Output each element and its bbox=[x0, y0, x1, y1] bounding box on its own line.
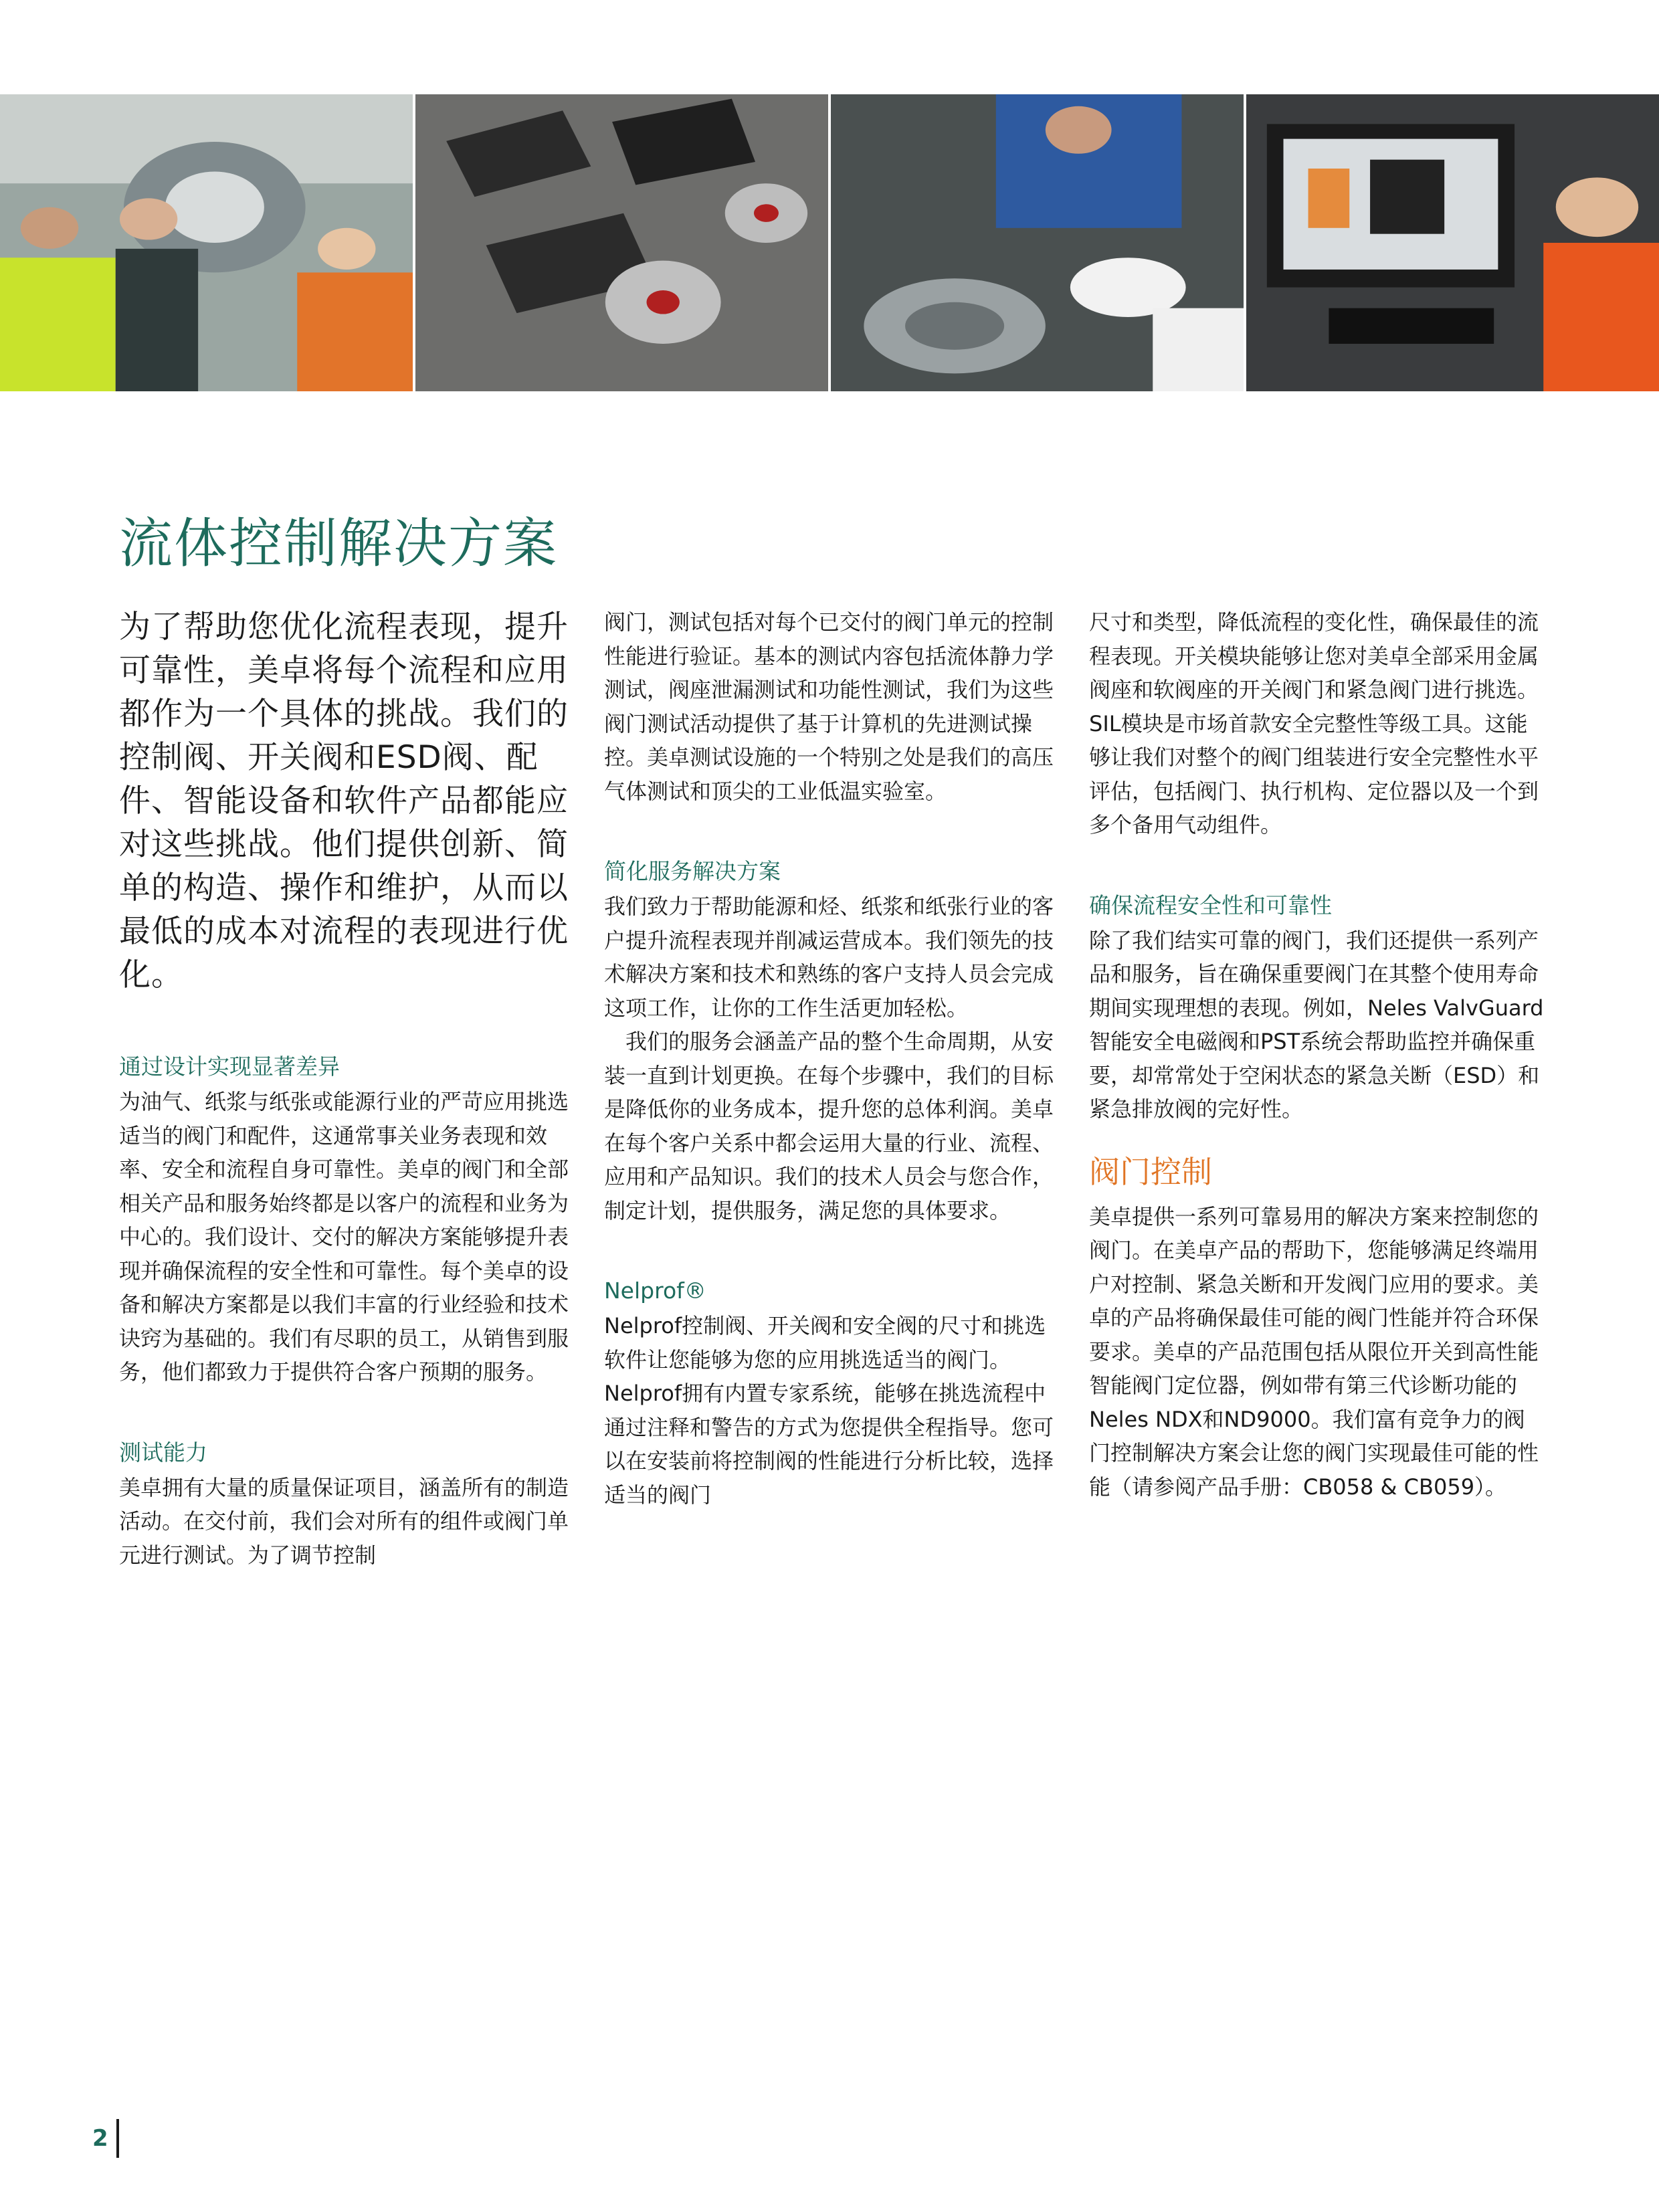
page-title: 流体控制解决方案 bbox=[119, 512, 558, 575]
column-2 bbox=[604, 605, 1059, 1512]
section-text-service-1: 我们致力于帮助能源和烃、纸浆和纸张行业的客户提升流程表现并削减运营成本。我们领先的技术解决方案和技术和熟练的客户支持人员会完成这项工作，让你的工作生活更加轻松。 bbox=[604, 894, 1054, 1021]
photo-lab-testing bbox=[831, 94, 1244, 391]
column-1 bbox=[119, 605, 574, 1572]
section-heading-service: 简化服务解决方案 bbox=[604, 858, 781, 884]
page-number: 2 bbox=[92, 2119, 119, 2158]
photo-valve-parts bbox=[415, 94, 828, 391]
section-text-nelprof: Nelprof控制阀、开关阀和安全阀的尺寸和挑选软件让您能够为您的应用挑选适当的阀门。Nelprof拥有内置专家系统，能够在挑选流程中通过注释和警告的方式为您提供全程指导。您可以在安装前将控制阀的性能进行分析比较，选择适当的阀门 bbox=[604, 1313, 1054, 1508]
photo-engineers-valve bbox=[0, 94, 413, 391]
section-heading-nelprof: Nelprof® bbox=[604, 1278, 706, 1304]
nelprof-continued-text: 尺寸和类型，降低流程的变化性，确保最佳的流程表现。开关模块能够让您对美卓全部采用金属阀座和软阀座的开关阀门和紧急阀门进行挑选。SIL模块是市场首款安全完整性等级工具。这能够让我们对整个的阀门组装进行安全完整性水平评估，包括阀门、执行机构、定位器以及一个到多个备用气动组件。 bbox=[1089, 609, 1539, 837]
photo-computer-analysis bbox=[1246, 94, 1659, 391]
section-heading-design: 通过设计实现显著差异 bbox=[119, 1053, 340, 1080]
intro-paragraph: 为了帮助您优化流程表现，提升可靠性，美卓将每个流程和应用都作为一个具体的挑战。我们的控制阀、开关阀和ESD阀、配件、智能设备和软件产品都能应对这些挑战。他们提供创新、简单的构造、操作和维护，从而以最低的成本对流程的表现进行优化。 bbox=[119, 609, 569, 993]
photo-strip bbox=[0, 94, 1659, 391]
section-text-service-2: 我们的服务会涵盖产品的整个生命周期，从安装一直到计划更换。在每个步骤中，我们的目标是降低你的业务成本，提升您的总体利润。美卓在每个客户关系中都会运用大量的行业、流程、应用和产品知识。我们的技术人员会与您合作，制定计划，提供服务，满足您的具体要求。 bbox=[604, 1029, 1054, 1223]
section-text-testing: 美卓拥有大量的质量保证项目，涵盖所有的制造活动。在交付前，我们会对所有的组件或阀门单元进行测试。为了调节控制 bbox=[119, 1474, 569, 1568]
section-heading-testing: 测试能力 bbox=[119, 1439, 207, 1466]
section-text-valve-control: 美卓提供一系列可靠易用的解决方案来控制您的阀门。在美卓产品的帮助下，您能够满足终端用户对控制、紧急关断和开发阀门应用的要求。美卓的产品将确保最佳可能的阀门性能并符合环保要求。美卓的产品范围包括从限位开关到高性能智能阀门定位器，例如带有第三代诊断功能的Neles NDX和ND9000。我们富有竞争力的阀门控制解决方案会让您的阀门实现最佳可能的性能（请参阅产品手册：CB058 & CB059）。 bbox=[1089, 1203, 1539, 1500]
column-3 bbox=[1089, 605, 1544, 1504]
testing-continued-text: 阀门，测试包括对每个已交付的阀门单元的控制性能进行验证。基本的测试内容包括流体静力学测试，阀座泄漏测试和功能性测试，我们为这些阀门测试活动提供了基于计算机的先进测试操控。美卓测试设施的一个特别之处是我们的高压气体测试和顶尖的工业低温实验室。 bbox=[604, 609, 1054, 804]
section-text-design: 为油气、纸浆与纸张或能源行业的严苛应用挑选适当的阀门和配件，这通常事关业务表现和效率、安全和流程自身可靠性。美卓的阀门和全部相关产品和服务始终都是以客户的流程和业务为中心的。我们设计、交付的解决方案能够提升表现并确保流程的安全性和可靠性。每个美卓的设备和解决方案都是以我们丰富的行业经验和技术诀窍为基础的。我们有尽职的员工，从销售到服务，他们都致力于提供符合客户预期的服务。 bbox=[119, 1089, 569, 1385]
section-heading-safety: 确保流程安全性和可靠性 bbox=[1089, 892, 1332, 918]
section-text-safety: 除了我们结实可靠的阀门，我们还提供一系列产品和服务，旨在确保重要阀门在其整个使用寿命期间实现理想的表现。例如，Neles ValvGuard智能安全电磁阀和PST系统会帮助监控并确保重要，却常常处于空闲状态的紧急关断（ESD）和紧急排放阀的完好性。 bbox=[1089, 927, 1544, 1122]
section-heading-valve-control: 阀门控制 bbox=[1089, 1153, 1212, 1190]
